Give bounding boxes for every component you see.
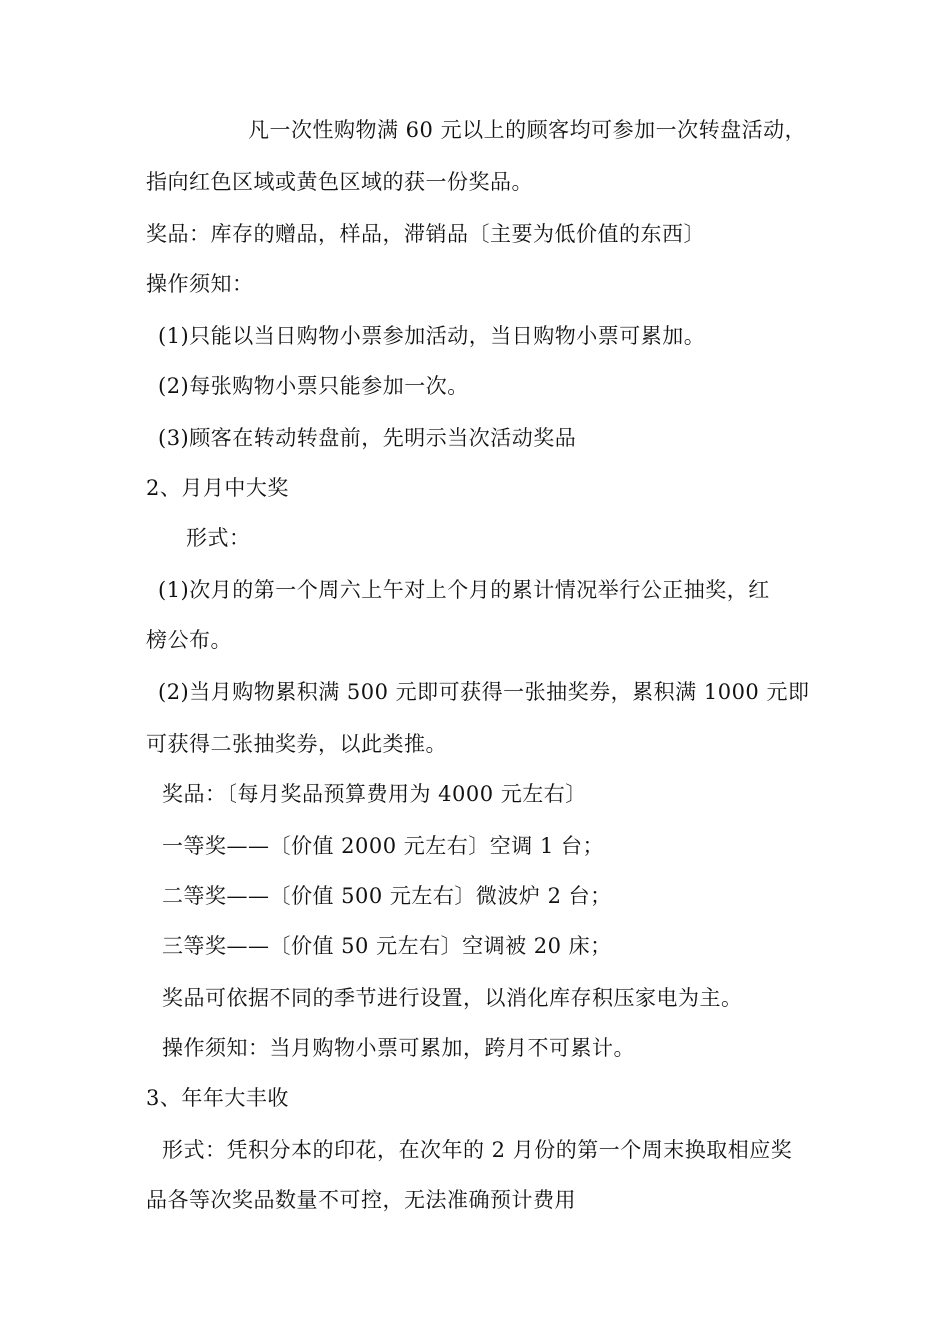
prize-second: 二等奖——〔价值 500 元左右〕微波炉 2 台； [162,884,612,908]
list-item-monthly-2-cont: 可获得二张抽奖券，以此类推。 [146,732,447,756]
paragraph-prize-seasonal: 奖品可依据不同的季节进行设置，以消化库存积压家电为主。 [162,986,743,1010]
heading-operation-notes: 操作须知： [146,272,254,296]
list-item-rule-2: (2)每张购物小票只能参加一次。 [158,374,469,398]
section-heading-monthly-draw: 2、月月中大奖 [146,476,289,500]
paragraph-spin-wheel-intro-cont: 指向红色区域或黄色区域的获一份奖品。 [146,170,533,194]
subheading-format: 形式： [186,526,251,550]
prize-third: 三等奖——〔价值 50 元左右〕空调被 20 床； [162,934,612,958]
list-item-monthly-1: (1)次月的第一个周六上午对上个月的累计情况举行公正抽奖，红 [158,578,770,602]
section-heading-annual-harvest: 3、年年大丰收 [146,1086,289,1110]
list-item-monthly-1-cont: 榜公布。 [146,628,232,652]
paragraph-monthly-notes: 操作须知：当月购物小票可累加，跨月不可累计。 [162,1036,635,1060]
paragraph-prizes: 奖品：库存的赠品，样品，滞销品〔主要为低价值的东西〕 [146,222,705,246]
prize-first: 一等奖——〔价值 2000 元左右〕空调 1 台； [162,834,605,858]
paragraph-monthly-prize-budget: 奖品：〔每月奖品预算费用为 4000 元左右〕 [162,782,587,806]
list-item-monthly-2: (2)当月购物累积满 500 元即可获得一张抽奖券，累积满 1000 元即 [158,680,810,704]
list-item-rule-1: (1)只能以当日购物小票参加活动，当日购物小票可累加。 [158,324,706,348]
paragraph-spin-wheel-intro: 凡一次性购物满 60 元以上的顾客均可参加一次转盘活动， [248,118,807,142]
list-item-rule-3: (3)顾客在转动转盘前，先明示当次活动奖品 [158,426,577,450]
paragraph-annual-format-cont: 品各等次奖品数量不可控，无法准确预计费用 [146,1188,576,1212]
paragraph-annual-format: 形式：凭积分本的印花，在次年的 2 月份的第一个周末换取相应奖 [162,1138,793,1162]
